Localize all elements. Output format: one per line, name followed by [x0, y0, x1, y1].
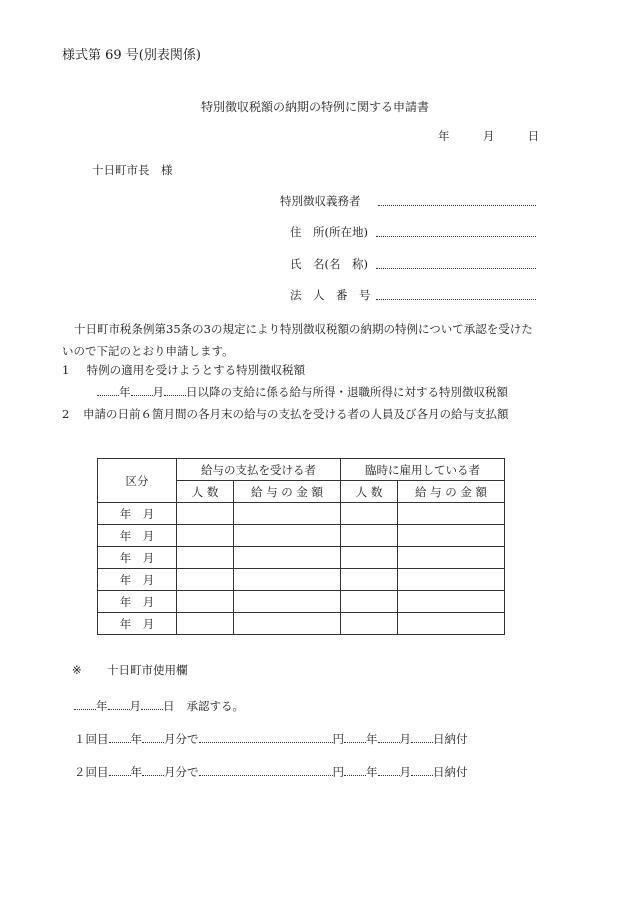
item-2-label: 申請の日前６箇月間の各月末の給与の支払を受ける者の人員及び各月の給与支払額: [82, 407, 509, 421]
approval-line: [74, 697, 244, 714]
installment-2-payment-label: 日納付: [433, 765, 468, 779]
table-row: [98, 525, 505, 547]
recipients-count-cell[interactable]: [177, 569, 234, 591]
installment-1-month-field[interactable]: [142, 730, 164, 743]
temporary-employees-header: 臨時に雇用している者: [341, 459, 505, 481]
row-month-label: 年 月: [98, 547, 177, 569]
installment-1-pay-year-field[interactable]: [344, 730, 366, 743]
recipients-count-cell[interactable]: [177, 525, 234, 547]
item-1-year-label: 年: [119, 385, 131, 399]
item-1-heading: [62, 362, 305, 378]
installment-2-pay-year-label: 年: [366, 765, 378, 779]
form-number: 様式第 69 号(別表関係): [62, 48, 201, 63]
row-month-label: 年 月: [98, 525, 177, 547]
temporary-count-header: 人 数: [341, 481, 398, 503]
item-1-month-label: 月: [152, 385, 164, 399]
table-row: [98, 547, 505, 569]
item-1-day-field[interactable]: [164, 383, 186, 396]
recipients-amount-cell[interactable]: [234, 613, 341, 635]
installment-1-label: １回目: [74, 732, 109, 746]
recipients-amount-cell[interactable]: [234, 503, 341, 525]
recipients-amount-cell[interactable]: [234, 525, 341, 547]
table-row: [98, 569, 505, 591]
approval-month-label: 月: [129, 699, 141, 713]
recipients-count-cell[interactable]: [177, 613, 234, 635]
address-field[interactable]: [376, 236, 536, 237]
recipients-amount-header: 給 与 の 金 額: [234, 481, 341, 503]
item-1-label: 特例の適用を受けようとする特別徴収税額: [86, 363, 306, 377]
temporary-amount-cell[interactable]: [398, 591, 505, 613]
installment-1-year-label: 年: [130, 732, 142, 746]
name-label: 氏 名(名 称): [290, 257, 368, 271]
name-field[interactable]: [376, 268, 536, 269]
recipients-count-header: 人 数: [177, 481, 234, 503]
item-2-heading: [62, 404, 540, 425]
temporary-amount-cell[interactable]: [398, 613, 505, 635]
temporary-amount-cell[interactable]: [398, 525, 505, 547]
intro-paragraph: [62, 318, 540, 362]
installment-2-pay-month-field[interactable]: [378, 763, 400, 776]
obligor-field[interactable]: [378, 205, 536, 206]
salary-recipients-header: 給与の支払を受ける者: [177, 459, 341, 481]
address-label: 住 所(所在地): [290, 225, 368, 239]
temporary-amount-cell[interactable]: [398, 547, 505, 569]
installment-2-amount-field[interactable]: [199, 763, 333, 776]
item-2-number: 2: [62, 407, 70, 421]
office-use-heading: [72, 662, 187, 678]
installment-2-pay-year-field[interactable]: [344, 763, 366, 776]
approval-year-label: 年: [96, 699, 108, 713]
installment-2-yen-label: 円: [332, 765, 344, 779]
approval-day-field[interactable]: [141, 697, 163, 710]
installment-2-month-field[interactable]: [142, 763, 164, 776]
installment-1-line: [74, 730, 468, 747]
installment-2-year-field[interactable]: [109, 763, 131, 776]
corporate-number-label: 法 人 番 号: [290, 288, 371, 302]
item-1-month-field[interactable]: [131, 383, 153, 396]
approval-year-field[interactable]: [74, 697, 96, 710]
installment-2-year-label: 年: [130, 765, 142, 779]
installment-2-line: [74, 763, 468, 780]
row-month-label: 年 月: [98, 569, 177, 591]
item-1-year-field[interactable]: [97, 383, 119, 396]
row-month-label: 年 月: [98, 591, 177, 613]
temporary-count-cell[interactable]: [341, 525, 398, 547]
corporate-number-field[interactable]: [376, 299, 536, 300]
installment-2-month-for-label: 月分で: [164, 765, 199, 779]
temporary-count-cell[interactable]: [341, 547, 398, 569]
temporary-count-cell[interactable]: [341, 613, 398, 635]
installment-2-label: ２回目: [74, 765, 109, 779]
temporary-count-cell[interactable]: [341, 503, 398, 525]
installment-1-pay-month-label: 月: [399, 732, 411, 746]
recipients-count-cell[interactable]: [177, 591, 234, 613]
table-row: [98, 591, 505, 613]
installment-1-pay-month-field[interactable]: [378, 730, 400, 743]
table-row: [98, 613, 505, 635]
installment-2-pay-month-label: 月: [399, 765, 411, 779]
item-1-number: 1: [62, 363, 70, 377]
recipients-amount-cell[interactable]: [234, 547, 341, 569]
row-month-label: 年 月: [98, 503, 177, 525]
installment-1-pay-year-label: 年: [366, 732, 378, 746]
installment-2-pay-day-field[interactable]: [411, 763, 433, 776]
temporary-amount-cell[interactable]: [398, 503, 505, 525]
temporary-amount-header: 給 与 の 金 額: [398, 481, 505, 503]
addressee: 十日町市長 様: [92, 163, 173, 177]
item-1-detail: [97, 383, 508, 400]
obligor-label: 特別徴収義務者: [280, 194, 361, 208]
category-header: 区分: [98, 459, 177, 503]
item-1-text: 日以降の支給に係る給与所得・退職所得に対する特別徴収税額: [186, 385, 508, 399]
recipients-amount-cell[interactable]: [234, 591, 341, 613]
installment-1-payment-label: 日納付: [433, 732, 468, 746]
row-month-label: 年 月: [98, 613, 177, 635]
office-use-label: 十日町市使用欄: [106, 663, 188, 677]
installment-1-yen-label: 円: [332, 732, 344, 746]
approval-text: 承認する。: [186, 699, 244, 713]
approval-month-field[interactable]: [108, 697, 130, 710]
temporary-count-cell[interactable]: [341, 569, 398, 591]
note-mark: ※: [72, 663, 82, 677]
installment-1-amount-field[interactable]: [199, 730, 333, 743]
date-year-label: 年: [438, 129, 450, 143]
intro-text: 十日町市税条例第35条の3の規定により特別徴収税額の納期の特例について承認を受けたいので下記のとおり申請します。: [62, 322, 533, 358]
table-row: [98, 503, 505, 525]
recipients-count-cell[interactable]: [177, 503, 234, 525]
temporary-amount-cell[interactable]: [398, 569, 505, 591]
payroll-table: [97, 458, 505, 635]
date-day-label: 日: [527, 129, 540, 143]
recipients-count-cell[interactable]: [177, 547, 234, 569]
document-title: 特別徴収税額の納期の特例に関する申請書: [200, 100, 429, 114]
installment-1-month-for-label: 月分で: [164, 732, 199, 746]
application-date: [438, 128, 539, 144]
installment-1-year-field[interactable]: [109, 730, 131, 743]
recipients-amount-cell[interactable]: [234, 569, 341, 591]
installment-1-pay-day-field[interactable]: [411, 730, 433, 743]
approval-day-label: 日: [163, 699, 175, 713]
date-month-label: 月: [482, 129, 495, 143]
temporary-count-cell[interactable]: [341, 591, 398, 613]
